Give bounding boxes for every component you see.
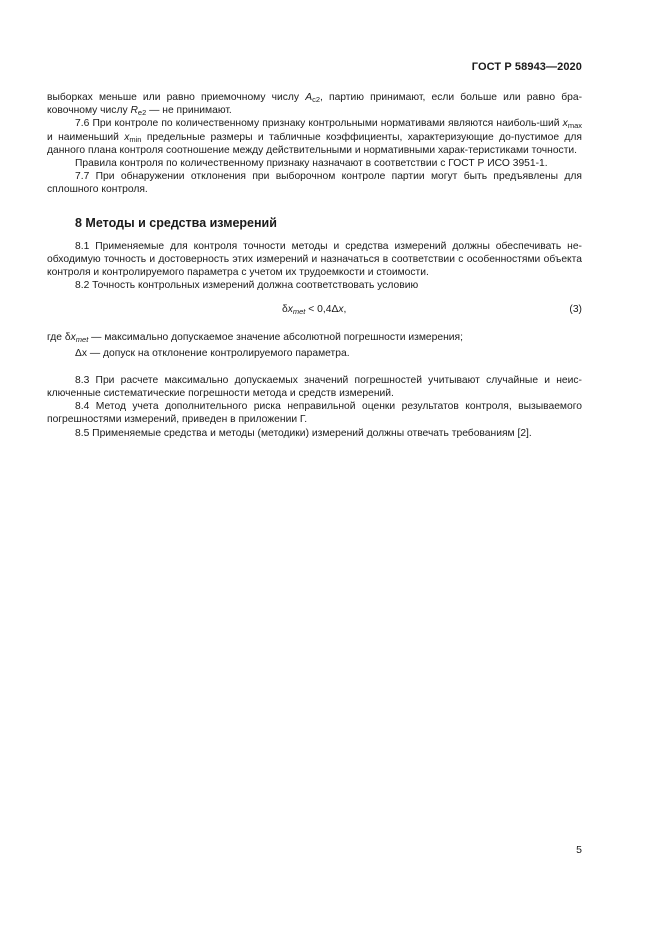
paragraph-7-6 bbox=[47, 117, 582, 157]
text-run: где δ bbox=[47, 332, 71, 344]
variable-a: A bbox=[305, 92, 313, 103]
document-id-header: ГОСТ Р 58943—2020 bbox=[471, 61, 582, 73]
formula-3 bbox=[47, 303, 582, 321]
formula-definitions bbox=[47, 331, 582, 359]
formula-end: , bbox=[343, 304, 347, 316]
variable-x: x bbox=[287, 304, 293, 316]
paragraph-8-5: 8.5 Применяемые средства и методы (методики) измерений должны отвечать требованиям [2]. bbox=[75, 427, 532, 439]
text-run: — не принимают. bbox=[146, 105, 232, 117]
subscript-max: max bbox=[567, 121, 582, 131]
paragraph-7-7: 7.7 При обнаружении отклонения при выборочном контроле партии могут быть предъявлены для сплошного контроля. bbox=[47, 171, 582, 196]
definition-delta-x: Δx — допуск на отклонение контролируемого параметра. bbox=[75, 347, 350, 359]
definition-delta-x-met bbox=[47, 331, 582, 344]
subscript-met: met bbox=[75, 335, 89, 345]
text-run: выборках меньше или равно приемочному числу bbox=[47, 92, 306, 103]
text-run: , партию принимают, если больше или равно бра-ковочному числу bbox=[47, 92, 582, 117]
text-run: и наименьший bbox=[47, 131, 125, 143]
paragraph-8-4: 8.4 Метод учета дополнительного риска неправильной оценки результатов контроля, вызываемого погрешностями измерений, приведен в приложении Г. bbox=[47, 401, 582, 426]
text-run: предельные размеры и табличные коэффициенты, характеризующие до-пустимое для данного плана контроля соотношение между действительными и нормативными харак-теристиками точности. bbox=[47, 131, 582, 156]
variable-x: x bbox=[338, 304, 344, 316]
paragraph-continuation bbox=[47, 91, 582, 117]
variable-x: x bbox=[70, 332, 76, 344]
text-run: 7.6 При контроле по количественному признаку контрольными нормативами являются наиболь-ший bbox=[75, 118, 563, 130]
formula-expression bbox=[282, 303, 346, 316]
variable-r: R bbox=[130, 105, 138, 117]
subscript-e2: e2 bbox=[137, 108, 147, 118]
subscript-met: met bbox=[292, 307, 306, 317]
formula-rest: < 0,4Δ bbox=[305, 304, 339, 316]
variable-x: x bbox=[562, 118, 568, 130]
page-content bbox=[47, 91, 582, 440]
subscript-c2: c2 bbox=[312, 95, 320, 104]
paragraph-rules: Правила контроля по количественному признаку назначают в соответствии с ГОСТ Р ИСО 3951-1. bbox=[75, 158, 548, 170]
paragraph-8-1: 8.1 Применяемые для контроля точности методы и средства измерений должны обеспечивать не-обходимую точность и достоверность этих измерений и назначаться в соответствии с особенностями объекта контроля и контролируемого параметра с учетом их трудоемкости и стоимости. bbox=[47, 240, 582, 279]
delta-symbol: δ bbox=[282, 304, 288, 316]
section-8-heading: 8 Методы и средства измерений bbox=[75, 215, 277, 230]
equation-number: (3) bbox=[569, 304, 582, 316]
subscript-min: min bbox=[129, 134, 142, 144]
variable-x: x bbox=[124, 131, 130, 143]
page-number: 5 bbox=[576, 844, 582, 856]
text-run: — максимально допускаемое значение абсолютной погрешности измерения; bbox=[88, 332, 463, 344]
paragraph-8-3: 8.3 При расчете максимально допускаемых значений погрешностей учитывают случайные и неис-ключенные систематические погрешности метода и средств измерений. bbox=[47, 374, 582, 400]
paragraph-8-2: 8.2 Точность контрольных измерений должна соответствовать условию bbox=[75, 280, 419, 292]
